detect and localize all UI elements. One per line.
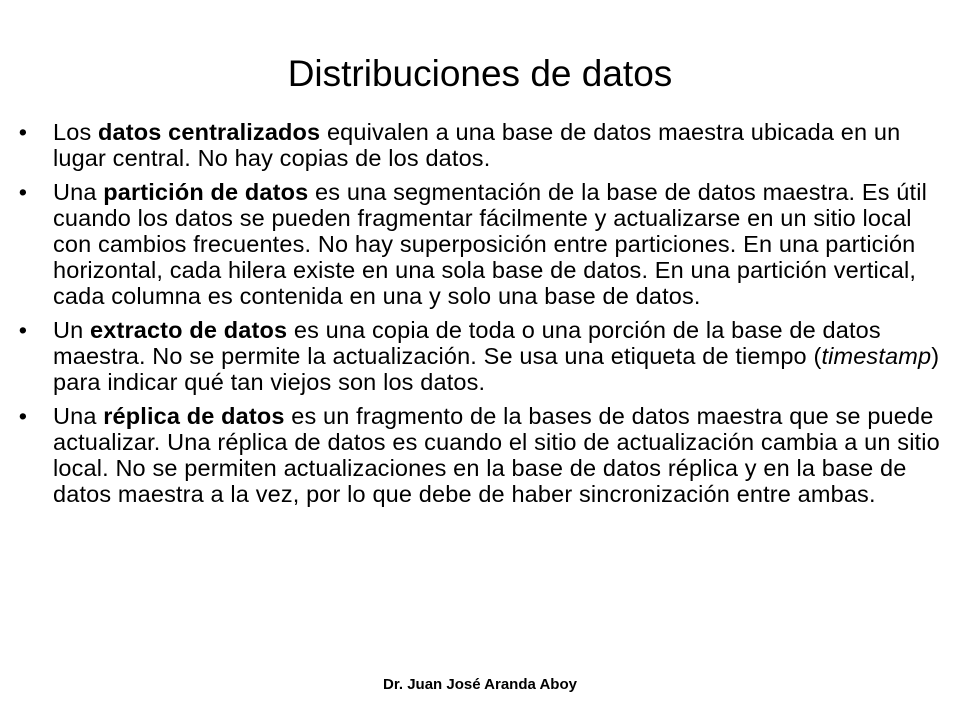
bullet-item	[18, 179, 947, 309]
slide-title: Distribuciones de datos	[287, 53, 673, 94]
bullet-dot-icon: •	[18, 119, 28, 145]
bullet-text-before: Un	[53, 317, 91, 343]
bullet-term: partición de datos	[103, 179, 309, 205]
bullet-text-before: Una	[53, 403, 104, 429]
bullet-text-before: Una	[53, 179, 104, 205]
bullet-item	[18, 403, 947, 507]
bullet-text-after: es una copia de toda o una porción de la base de datos maestra. No se permite la actualización. Se usa una etiqueta de tiempo (	[53, 317, 881, 369]
bullet-text-after: es un fragmento de la bases de datos maestra que se puede actualizar. Una réplica de datos es cuando el sitio de actualización cambia a un sitio local. No se permiten actualizaciones en la base de datos réplica y en la base de datos maestra a la vez, por lo que debe de haber sincronización entre ambas.	[53, 403, 940, 507]
bullet-dot-icon: •	[18, 317, 28, 343]
bullet-dot-icon: •	[18, 179, 28, 205]
bullet-text-after: es una segmentación de la base de datos maestra. Es útil cuando los datos se pueden fragmentar fácilmente y actualizarse en un sitio local con cambios frecuentes. No hay superposición entre particiones. En una partición horizontal, cada hilera existe en una sola base de datos. En una partición vertical, cada columna es contenida en una y solo una base de datos.	[53, 179, 927, 309]
bullet-text-before: Los	[53, 119, 99, 145]
bullet-list	[18, 119, 947, 515]
bullet-term: extracto de datos	[90, 317, 288, 343]
bullet-term: réplica de datos	[103, 403, 285, 429]
slide-footer-author: Dr. Juan José Aranda Aboy	[383, 676, 577, 693]
bullet-text-after: equivalen a una base de datos maestra ubicada en un lugar central. No hay copias de los datos.	[53, 119, 901, 171]
bullet-item	[18, 119, 947, 171]
bullet-italic-term: timestamp	[821, 343, 932, 369]
bullet-item	[18, 317, 947, 395]
bullet-term: datos centralizados	[98, 119, 321, 145]
bullet-text-after-2: ) para indicar qué tan viejos son los datos.	[53, 343, 940, 395]
bullet-dot-icon: •	[18, 403, 28, 429]
